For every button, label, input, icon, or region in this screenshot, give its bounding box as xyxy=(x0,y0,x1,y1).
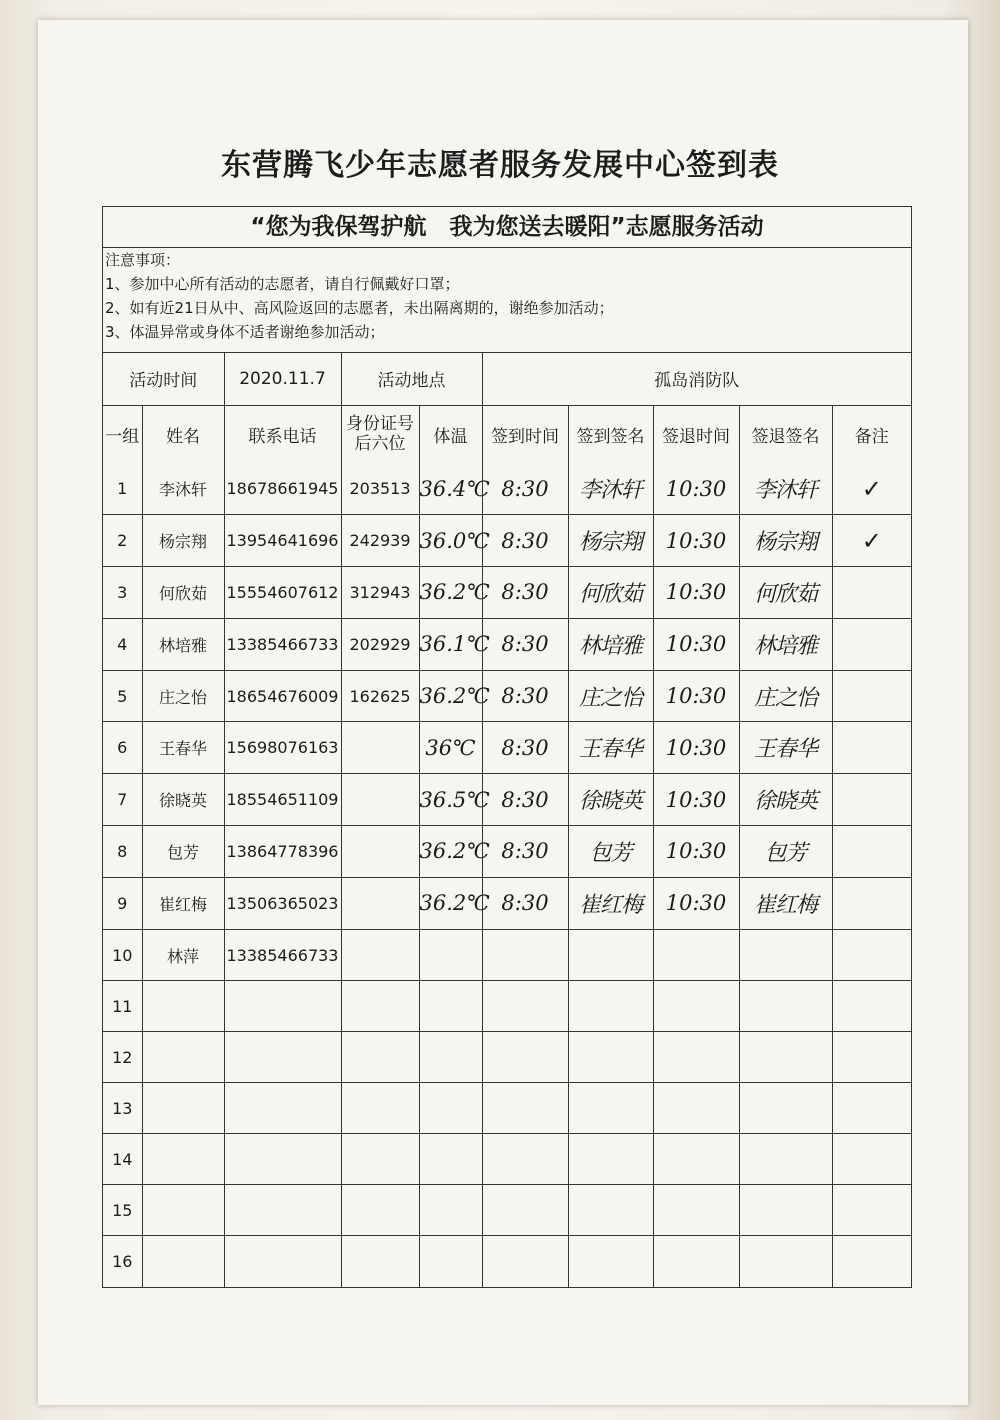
phone-cell: 13385466733 xyxy=(224,618,341,670)
sign-out-time-cell: 10:30 xyxy=(653,515,739,567)
sign-out-signature: 包芳 xyxy=(739,826,832,878)
row-number: 11 xyxy=(103,981,142,1032)
activity-time-label: 活动时间 xyxy=(103,353,224,405)
sign-out-signature: 何欣茹 xyxy=(739,567,832,619)
temperature-cell xyxy=(419,1236,482,1287)
sign-in-time-cell: 8:30 xyxy=(482,722,568,774)
sign-out-time-cell: 10:30 xyxy=(653,877,739,929)
id-last6-cell xyxy=(341,1134,419,1185)
id-last6-cell xyxy=(341,1032,419,1083)
table-row xyxy=(103,1083,911,1134)
name-cell xyxy=(142,1185,224,1236)
table-row xyxy=(103,877,911,929)
phone-cell xyxy=(224,1083,341,1134)
sign-out-time-cell xyxy=(653,1185,739,1236)
sign-in-signature: 杨宗翔 xyxy=(568,515,653,567)
col-id-last6 xyxy=(341,405,419,463)
temperature-cell: 36.4℃ xyxy=(419,463,482,515)
row-number: 7 xyxy=(103,774,142,826)
sign-in-time-cell xyxy=(482,1236,568,1287)
row-number: 5 xyxy=(103,670,142,722)
sign-in-form xyxy=(102,206,912,1288)
temperature-cell: 36.2℃ xyxy=(419,567,482,619)
sign-out-signature: 杨宗翔 xyxy=(739,515,832,567)
phone-cell: 13385466733 xyxy=(224,929,341,981)
sign-in-time-cell: 8:30 xyxy=(482,774,568,826)
remark-cell xyxy=(832,929,911,981)
row-number: 13 xyxy=(103,1083,142,1134)
sign-out-time-cell: 10:30 xyxy=(653,618,739,670)
sign-in-signature xyxy=(568,1134,653,1185)
sign-out-signature: 庄之怡 xyxy=(739,670,832,722)
temperature-cell xyxy=(419,981,482,1032)
sign-in-signature xyxy=(568,929,653,981)
id-last6-cell xyxy=(341,877,419,929)
table-row xyxy=(103,826,911,878)
table-row xyxy=(103,1032,911,1083)
row-number: 6 xyxy=(103,722,142,774)
phone-cell xyxy=(224,1032,341,1083)
id-last6-cell: 203513 xyxy=(341,463,419,515)
table-row xyxy=(103,670,911,722)
sign-in-time-cell xyxy=(482,1134,568,1185)
sign-in-signature: 林培雅 xyxy=(568,618,653,670)
temperature-cell: 36.0℃ xyxy=(419,515,482,567)
temperature-cell xyxy=(419,1134,482,1185)
temperature-cell xyxy=(419,929,482,981)
name-cell: 何欣茹 xyxy=(142,567,224,619)
notes-section xyxy=(103,248,911,353)
temperature-cell: 36.5℃ xyxy=(419,774,482,826)
sign-out-signature: 王春华 xyxy=(739,722,832,774)
sign-out-time-cell: 10:30 xyxy=(653,463,739,515)
sign-in-time-cell xyxy=(482,929,568,981)
table-body xyxy=(103,463,911,1287)
id-last6-cell xyxy=(341,1083,419,1134)
remark-cell xyxy=(832,877,911,929)
sign-out-time-cell: 10:30 xyxy=(653,670,739,722)
remark-cell xyxy=(832,618,911,670)
id-last6-cell xyxy=(341,774,419,826)
sign-in-signature xyxy=(568,1032,653,1083)
sign-in-time-cell: 8:30 xyxy=(482,826,568,878)
sign-in-signature xyxy=(568,1236,653,1287)
name-cell: 林萍 xyxy=(142,929,224,981)
phone-cell: 18654676009 xyxy=(224,670,341,722)
sign-in-signature: 王春华 xyxy=(568,722,653,774)
id-last6-cell: 242939 xyxy=(341,515,419,567)
sign-in-time-cell: 8:30 xyxy=(482,515,568,567)
col-remark: 备注 xyxy=(832,405,911,463)
sign-out-signature xyxy=(739,1032,832,1083)
row-number: 8 xyxy=(103,826,142,878)
remark-cell xyxy=(832,826,911,878)
col-sign-out-time: 签退时间 xyxy=(653,405,739,463)
sign-out-signature: 李沐轩 xyxy=(739,463,832,515)
sign-out-time-cell: 10:30 xyxy=(653,774,739,826)
id-last6-cell: 202929 xyxy=(341,618,419,670)
col-sign-out-signature: 签退签名 xyxy=(739,405,832,463)
sign-out-signature xyxy=(739,1134,832,1185)
row-number: 3 xyxy=(103,567,142,619)
phone-cell: 18554651109 xyxy=(224,774,341,826)
sign-in-signature xyxy=(568,1083,653,1134)
remark-cell: ✓ xyxy=(832,463,911,515)
temperature-cell: 36.2℃ xyxy=(419,670,482,722)
phone-cell xyxy=(224,981,341,1032)
sign-out-time-cell xyxy=(653,981,739,1032)
phone-cell: 18678661945 xyxy=(224,463,341,515)
sign-in-time-cell xyxy=(482,981,568,1032)
name-cell: 包芳 xyxy=(142,826,224,878)
id-last6-cell xyxy=(341,929,419,981)
phone-cell: 13506365023 xyxy=(224,877,341,929)
sign-in-time-cell: 8:30 xyxy=(482,463,568,515)
table-row xyxy=(103,1185,911,1236)
name-cell: 杨宗翔 xyxy=(142,515,224,567)
col-phone: 联系电话 xyxy=(224,405,341,463)
sign-in-signature: 庄之怡 xyxy=(568,670,653,722)
table-row xyxy=(103,1134,911,1185)
sign-out-time-cell xyxy=(653,1134,739,1185)
row-number: 15 xyxy=(103,1185,142,1236)
col-sign-in-signature: 签到签名 xyxy=(568,405,653,463)
remark-cell xyxy=(832,981,911,1032)
sign-out-time-cell xyxy=(653,1083,739,1134)
table-row xyxy=(103,1236,911,1287)
sign-out-signature xyxy=(739,981,832,1032)
row-number: 10 xyxy=(103,929,142,981)
table-row xyxy=(103,515,911,567)
sign-in-time-cell xyxy=(482,1032,568,1083)
name-cell: 李沐轩 xyxy=(142,463,224,515)
phone-cell xyxy=(224,1236,341,1287)
name-cell xyxy=(142,981,224,1032)
col-name: 姓名 xyxy=(142,405,224,463)
header-row xyxy=(103,405,911,463)
temperature-cell xyxy=(419,1185,482,1236)
col-sign-in-time: 签到时间 xyxy=(482,405,568,463)
row-number: 12 xyxy=(103,1032,142,1083)
sign-in-time-cell: 8:30 xyxy=(482,567,568,619)
name-cell: 林培雅 xyxy=(142,618,224,670)
sign-out-signature xyxy=(739,1185,832,1236)
name-cell xyxy=(142,1032,224,1083)
sign-in-time-cell: 8:30 xyxy=(482,618,568,670)
temperature-cell: 36.1℃ xyxy=(419,618,482,670)
sign-out-signature: 徐晓英 xyxy=(739,774,832,826)
name-cell: 王春华 xyxy=(142,722,224,774)
sign-out-time-cell: 10:30 xyxy=(653,567,739,619)
phone-cell: 13954641696 xyxy=(224,515,341,567)
id-last6-cell: 312943 xyxy=(341,567,419,619)
table-row xyxy=(103,981,911,1032)
activity-place-label: 活动地点 xyxy=(341,353,482,405)
id-last6-cell xyxy=(341,722,419,774)
table-row xyxy=(103,722,911,774)
document-title: 东营腾飞少年志愿者服务发展中心签到表 xyxy=(221,148,779,183)
sign-out-time-cell xyxy=(653,1032,739,1083)
remark-cell xyxy=(832,774,911,826)
row-number: 9 xyxy=(103,877,142,929)
note-item: 1、参加中心所有活动的志愿者，请自行佩戴好口罩； xyxy=(105,275,460,293)
remark-cell xyxy=(832,1083,911,1134)
row-number: 14 xyxy=(103,1134,142,1185)
sign-in-signature xyxy=(568,1185,653,1236)
info-row xyxy=(103,353,911,405)
activity-time-value: 2020.11.7 xyxy=(224,353,341,405)
phone-cell: 13864778396 xyxy=(224,826,341,878)
phone-cell xyxy=(224,1134,341,1185)
table-row xyxy=(103,929,911,981)
remark-cell xyxy=(832,1032,911,1083)
row-number: 16 xyxy=(103,1236,142,1287)
sign-in-table xyxy=(103,353,911,1287)
name-cell: 庄之怡 xyxy=(142,670,224,722)
sign-out-signature xyxy=(739,1236,832,1287)
id-last6-cell xyxy=(341,981,419,1032)
temperature-cell xyxy=(419,1083,482,1134)
remark-cell xyxy=(832,670,911,722)
sign-in-signature: 徐晓英 xyxy=(568,774,653,826)
remark-cell xyxy=(832,1236,911,1287)
phone-cell xyxy=(224,1185,341,1236)
sign-in-signature xyxy=(568,981,653,1032)
remark-cell xyxy=(832,722,911,774)
name-cell: 崔红梅 xyxy=(142,877,224,929)
col-temperature: 体温 xyxy=(419,405,482,463)
sign-in-time-cell: 8:30 xyxy=(482,877,568,929)
sign-in-time-cell xyxy=(482,1083,568,1134)
temperature-cell: 36.2℃ xyxy=(419,826,482,878)
phone-cell: 15554607612 xyxy=(224,567,341,619)
col-id-line2: 后六位 xyxy=(354,434,406,455)
sign-in-signature: 李沐轩 xyxy=(568,463,653,515)
id-last6-cell xyxy=(341,826,419,878)
remark-cell xyxy=(832,567,911,619)
sign-out-time-cell: 10:30 xyxy=(653,826,739,878)
col-group: 一组 xyxy=(103,405,142,463)
remark-cell xyxy=(832,1134,911,1185)
name-cell xyxy=(142,1134,224,1185)
table-row xyxy=(103,567,911,619)
table-row xyxy=(103,618,911,670)
id-last6-cell: 162625 xyxy=(341,670,419,722)
table-row xyxy=(103,463,911,515)
remark-cell: ✓ xyxy=(832,515,911,567)
row-number: 4 xyxy=(103,618,142,670)
temperature-cell: 36℃ xyxy=(419,722,482,774)
sign-out-signature xyxy=(739,929,832,981)
remark-cell xyxy=(832,1185,911,1236)
note-item: 2、如有近21日从中、高风险返回的志愿者，未出隔离期的，谢绝参加活动； xyxy=(105,299,614,317)
name-cell: 徐晓英 xyxy=(142,774,224,826)
id-last6-cell xyxy=(341,1185,419,1236)
sign-out-signature: 崔红梅 xyxy=(739,877,832,929)
row-number: 1 xyxy=(103,463,142,515)
col-id-line1: 身份证号 xyxy=(346,414,414,435)
phone-cell: 15698076163 xyxy=(224,722,341,774)
sign-in-signature: 包芳 xyxy=(568,826,653,878)
name-cell xyxy=(142,1083,224,1134)
sign-in-signature: 何欣茹 xyxy=(568,567,653,619)
sign-out-time-cell xyxy=(653,1236,739,1287)
sign-out-time-cell: 10:30 xyxy=(653,722,739,774)
row-number: 2 xyxy=(103,515,142,567)
temperature-cell xyxy=(419,1032,482,1083)
name-cell xyxy=(142,1236,224,1287)
sign-in-signature: 崔红梅 xyxy=(568,877,653,929)
sign-out-time-cell xyxy=(653,929,739,981)
sign-in-time-cell xyxy=(482,1185,568,1236)
temperature-cell: 36.2℃ xyxy=(419,877,482,929)
sign-in-time-cell: 8:30 xyxy=(482,670,568,722)
id-last6-cell xyxy=(341,1236,419,1287)
notes-heading: 注意事项： xyxy=(105,251,181,269)
activity-place-value: 孤岛消防队 xyxy=(482,353,911,405)
sign-out-signature xyxy=(739,1083,832,1134)
activity-subtitle: “您为我保驾护航 我为您送去暖阳”志愿服务活动 xyxy=(103,207,911,248)
sign-out-signature: 林培雅 xyxy=(739,618,832,670)
table-row xyxy=(103,774,911,826)
note-item: 3、体温异常或身体不适者谢绝参加活动； xyxy=(105,323,385,341)
